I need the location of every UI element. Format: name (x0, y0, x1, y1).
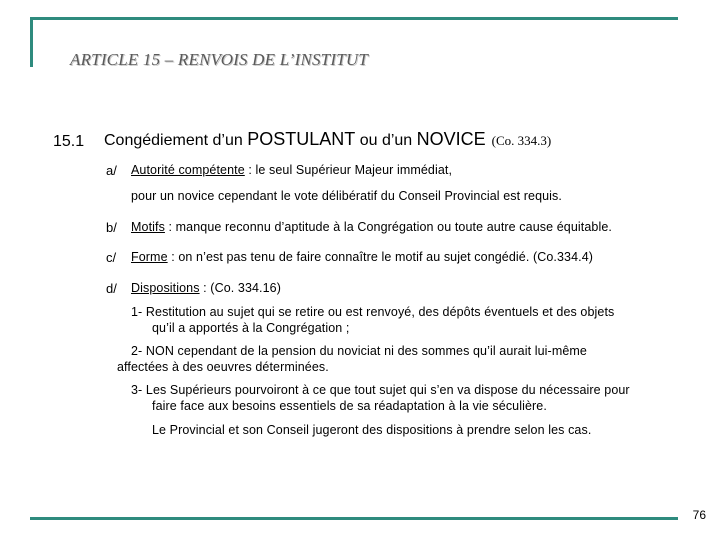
item-b-term: Motifs (131, 220, 165, 234)
item-b-line (131, 220, 612, 234)
disposition-2-line1: 2- NON cependant de la pension du noviciat ni des sommes qu’il aurait lui-même (131, 344, 587, 358)
page-number: 76 (692, 508, 706, 522)
item-d-text: : (Co. 334.16) (199, 281, 281, 295)
item-d-term: Dispositions (131, 281, 200, 295)
disposition-1-line2: qu’il a apportés à la Congrégation ; (152, 321, 350, 335)
disposition-1-line1: 1- Restitution au sujet qui se retire ou est renvoyé, des dépôts éventuels et des objets (131, 305, 615, 319)
frame-top-rule (30, 17, 678, 20)
item-a-continuation: pour un novice cependant le vote délibératif du Conseil Provincial est requis. (131, 189, 562, 203)
frame-left-rule (30, 17, 33, 67)
heading-reference: (Co. 334.3) (491, 133, 552, 148)
item-a-term: Autorité compétente (131, 163, 245, 177)
item-c-line (131, 250, 593, 264)
item-d-line (131, 281, 281, 295)
disposition-3-line1: 3- Les Supérieurs pourvoiront à ce que tout sujet qui s’en va dispose du nécessaire pour (131, 383, 630, 397)
section-heading (104, 129, 551, 150)
disposition-3-line2: faire face aux besoins essentiels de sa réadaptation à la vie séculière. (152, 399, 547, 413)
disposition-2-line2: affectées à des oeuvres déterminées. (117, 360, 329, 374)
page-title: ARTICLE 15 – RENVOIS DE L’INSTITUT (70, 50, 368, 69)
section-number: 15.1 (53, 133, 85, 150)
heading-postulant: POSTULANT (247, 129, 356, 149)
heading-part2: ou d’un (355, 132, 417, 149)
item-b-letter: b/ (106, 220, 117, 235)
item-c-term: Forme (131, 250, 168, 264)
item-a-line (131, 163, 452, 177)
item-a-text: : le seul Supérieur Majeur immédiat, (244, 163, 453, 177)
dispositions-closing: Le Provincial et son Conseil jugeront des dispositions à prendre selon les cas. (152, 423, 592, 437)
item-c-text: : on n’est pas tenu de faire connaître le motif au sujet congédié. (Co.334.4) (167, 250, 594, 264)
heading-part1: Congédiement d’un (104, 132, 248, 149)
frame-bottom-rule (30, 517, 678, 520)
item-c-letter: c/ (106, 250, 117, 265)
item-a-letter: a/ (106, 163, 117, 178)
item-b-text: : manque reconnu d’aptitude à la Congrégation ou toute autre cause équitable. (164, 220, 612, 234)
heading-novice: NOVICE (416, 129, 486, 149)
item-d-letter: d/ (106, 281, 117, 296)
